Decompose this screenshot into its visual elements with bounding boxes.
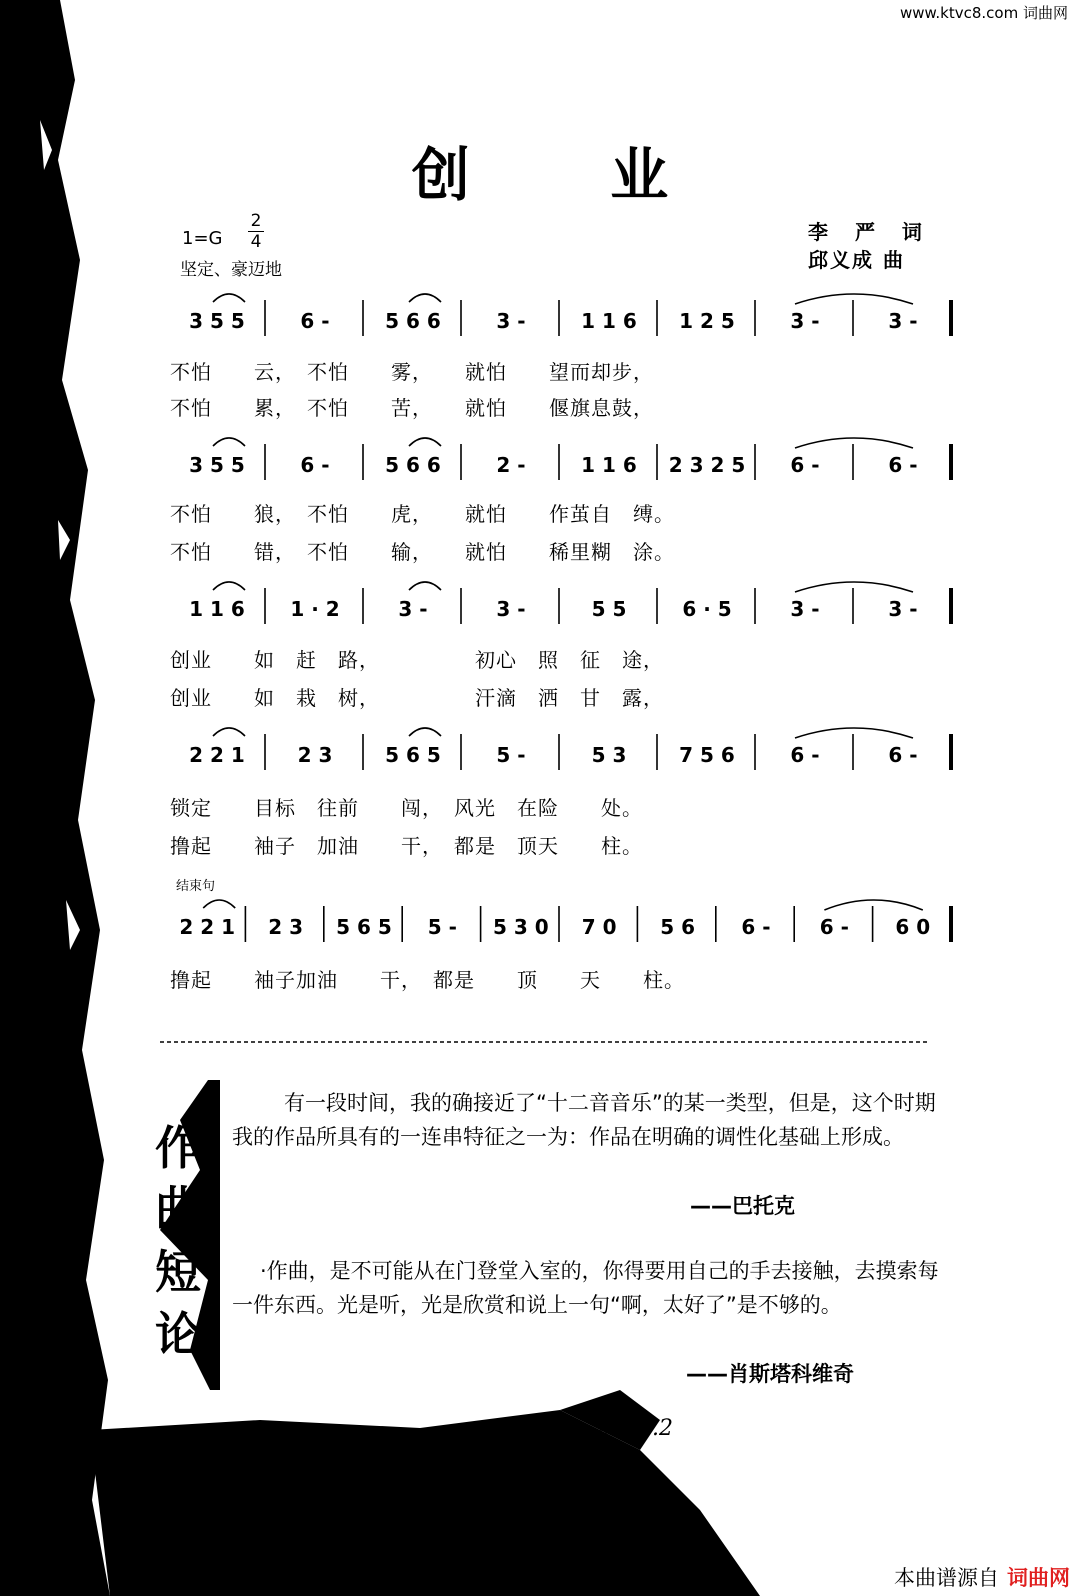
measure-notes: 5 6 5 [336, 915, 392, 939]
tie-mark [795, 582, 913, 592]
measure-notes: 3 5 5 [189, 309, 245, 333]
measure-notes: 1 · 2 [290, 597, 340, 621]
staff-system-1 [168, 284, 952, 354]
sidebar-char: 短 [155, 1245, 201, 1299]
measure-notes: 6 0 [895, 915, 931, 939]
measure-notes: 2 3 [297, 743, 333, 767]
sidebar-char: 作 [155, 1121, 201, 1175]
song-title: 创 业 [411, 141, 729, 209]
watermark-text: 本曲谱源自 [894, 1566, 999, 1590]
sidebar-char: 论 [155, 1307, 201, 1361]
measure-notes: 6 - [300, 453, 330, 477]
tie-mark [795, 728, 913, 738]
lyric-line: 锁定 目标 往前 闯， 风光 在险 处。 [170, 796, 643, 820]
measure-notes: 6 - [790, 743, 820, 767]
measure-notes: 3 - [496, 309, 526, 333]
key-signature: 1=G [182, 228, 223, 249]
measure-notes: 1 2 5 [679, 309, 735, 333]
lyric-line: 不怕 累， 不怕 苦， 就怕 偃旗息鼓， [170, 396, 654, 420]
measure-notes: 5 6 5 [385, 743, 441, 767]
staff-system-3 [168, 572, 952, 642]
measure-notes: 2 3 2 5 [668, 453, 746, 477]
measure-notes: 5 - [427, 915, 457, 939]
staff-system-4 [168, 718, 952, 788]
measure-notes: 2 2 1 [179, 915, 236, 939]
slur-mark [409, 438, 441, 446]
measure-notes: 1 1 6 [581, 453, 637, 477]
tie-mark [795, 438, 913, 448]
measure-notes: 1 1 6 [581, 309, 637, 333]
tie-mark [824, 900, 922, 910]
lyric-line: 撸起 袖子加油 干， 都是 顶 天 柱。 [170, 968, 685, 992]
watermark-brand: 词曲网 [1007, 1566, 1070, 1590]
quote-shostakovich: ·作曲，是不可能从在门登堂入室的，你得要用自己的手去接触，去摸索每一件东西。光是听，光是欣赏和说上一句“啊，太好了”是不够的。 [232, 1259, 939, 1317]
measure-notes: 3 - [496, 597, 526, 621]
issue-number: 2019.2 [596, 1416, 673, 1441]
attribution-shostakovich: ——肖斯塔科维奇 [686, 1362, 854, 1386]
quote-bartok: 有一段时间，我的确接近了“十二音音乐”的某一类型，但是，这个时期我的作品所具有的一连串特征之一为：作品在明确的调性化基础上形成。 [232, 1091, 936, 1149]
measure-notes: 6 - [790, 453, 820, 477]
watermark-top: www.ktvc8.com 词曲网 [899, 4, 1068, 22]
lyric-line: 创业 如 栽 树， 汗滴 洒 甘 露， [170, 686, 664, 710]
slur-mark [213, 728, 245, 736]
measure-notes: 3 - [790, 309, 820, 333]
measure-notes: 5 6 6 [385, 309, 441, 333]
measure-notes: 2 2 1 [189, 743, 245, 767]
ending-label: 结束句 [176, 879, 216, 894]
measure-notes: 6 - [741, 915, 771, 939]
slur-mark [409, 294, 441, 302]
staff-system-5 [168, 890, 952, 960]
measure-notes: 3 - [888, 309, 918, 333]
composer-credit: 邱义成 曲 [808, 248, 905, 272]
lyric-line: 创业 如 赶 路， 初心 照 征 途， [170, 648, 664, 672]
scan-edge-shadow [0, 0, 110, 1596]
tempo-marking: 坚定、豪迈地 [180, 260, 282, 280]
measure-notes: 6 - [819, 915, 849, 939]
watermark-bottom [892, 1562, 1072, 1592]
measure-notes: 2 - [496, 453, 526, 477]
measure-notes: 2 3 [268, 915, 303, 939]
lyric-line: 不怕 狼， 不怕 虎， 就怕 作茧自 缚。 [170, 502, 675, 526]
lyric-line: 不怕 云， 不怕 雾， 就怕 望而却步， [170, 360, 654, 384]
measure-notes: 3 5 5 [189, 453, 245, 477]
sidebar-char: 曲 [155, 1181, 201, 1235]
measure-notes: 3 - [398, 597, 428, 621]
measure-notes: 5 6 [660, 915, 695, 939]
measure-notes: 5 6 6 [385, 453, 441, 477]
measure-notes: 6 · 5 [682, 597, 732, 621]
tie-mark [795, 294, 913, 304]
measure-notes: 6 - [888, 453, 918, 477]
measure-notes: 5 5 [591, 597, 627, 621]
measure-notes: 7 0 [581, 915, 617, 939]
measure-notes: 5 3 [591, 743, 627, 767]
measure-notes: 3 - [888, 597, 918, 621]
time-numerator: 2 [250, 211, 262, 231]
measure-notes: 3 - [790, 597, 820, 621]
lyricist-credit: 李 严 词 [808, 220, 932, 244]
time-signature [248, 212, 264, 251]
slur-mark [213, 582, 245, 590]
staff-system-2 [168, 428, 952, 498]
measure-notes: 5 3 0 [492, 915, 549, 939]
measure-notes: 1 1 6 [189, 597, 245, 621]
dotted-divider [160, 1036, 930, 1048]
lyric-line: 不怕 错， 不怕 输， 就怕 稀里糊 涂。 [170, 540, 675, 564]
slur-mark [213, 438, 245, 446]
slur-mark [409, 728, 441, 736]
slur-mark [409, 582, 441, 590]
attribution-bartok: ——巴托克 [690, 1194, 795, 1218]
time-denominator: 4 [250, 232, 262, 252]
measure-notes: 5 - [496, 743, 526, 767]
lyric-line: 撸起 袖子 加油 干， 都是 顶天 柱。 [170, 834, 643, 858]
measure-notes: 7 5 6 [679, 743, 735, 767]
slur-mark [203, 900, 235, 908]
slur-mark [213, 294, 245, 302]
measure-notes: 6 - [300, 309, 330, 333]
measure-notes: 6 - [888, 743, 918, 767]
